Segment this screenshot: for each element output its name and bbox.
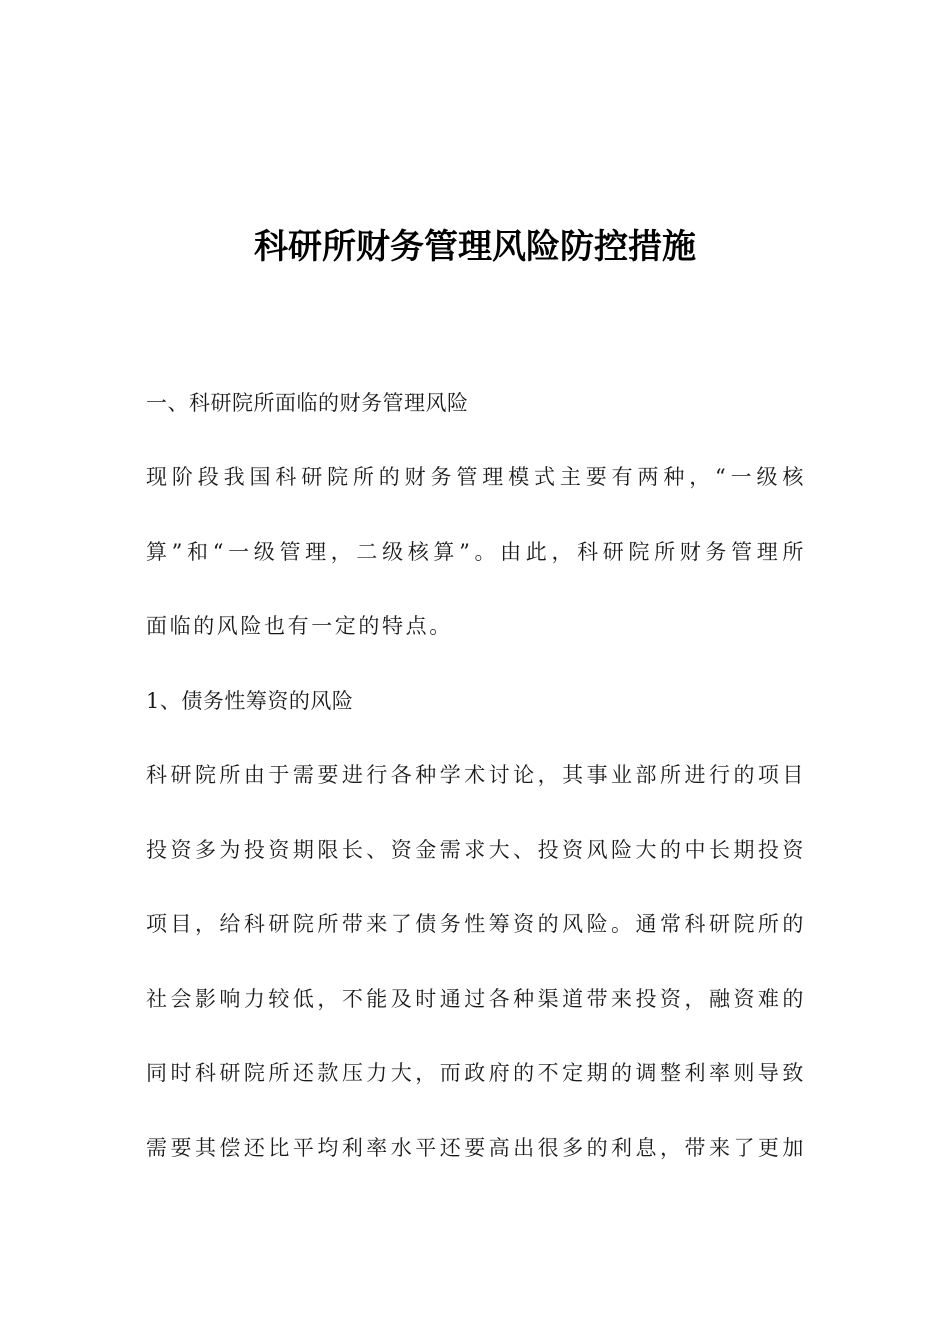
section-heading: 一、科研院所面临的财务管理风险 [146, 391, 469, 415]
paragraph-line: 科研院所由于需要进行各种学术讨论，其事业部所进行的项目 [146, 763, 806, 787]
paragraph-line: 面临的风险也有一定的特点。 [146, 614, 453, 638]
paragraph-line: 投资多为投资期限长、资金需求大、投资风险大的中长期投资 [146, 838, 806, 862]
paragraph-line: 同时科研院所还款压力大，而政府的不定期的调整利率则导致 [146, 1061, 806, 1085]
document-title: 科研所财务管理风险防控措施 [254, 227, 696, 267]
paragraph-line: 社会影响力较低，不能及时通过各种渠道带来投资，融资难的 [146, 987, 806, 1011]
paragraph-line: 现阶段我国科研院所的财务管理模式主要有两种，“一级核 [146, 465, 806, 489]
subheading: 1、债务性筹资的风险 [146, 689, 354, 713]
paragraph-line: 算”和“一级管理，二级核算”。由此，科研院所财务管理所 [146, 540, 806, 564]
paragraph-line: 需要其偿还比平均利率水平还要高出很多的利息，带来了更加 [146, 1136, 806, 1160]
paragraph-line: 项目，给科研院所带来了债务性筹资的风险。通常科研院所的 [146, 912, 806, 936]
